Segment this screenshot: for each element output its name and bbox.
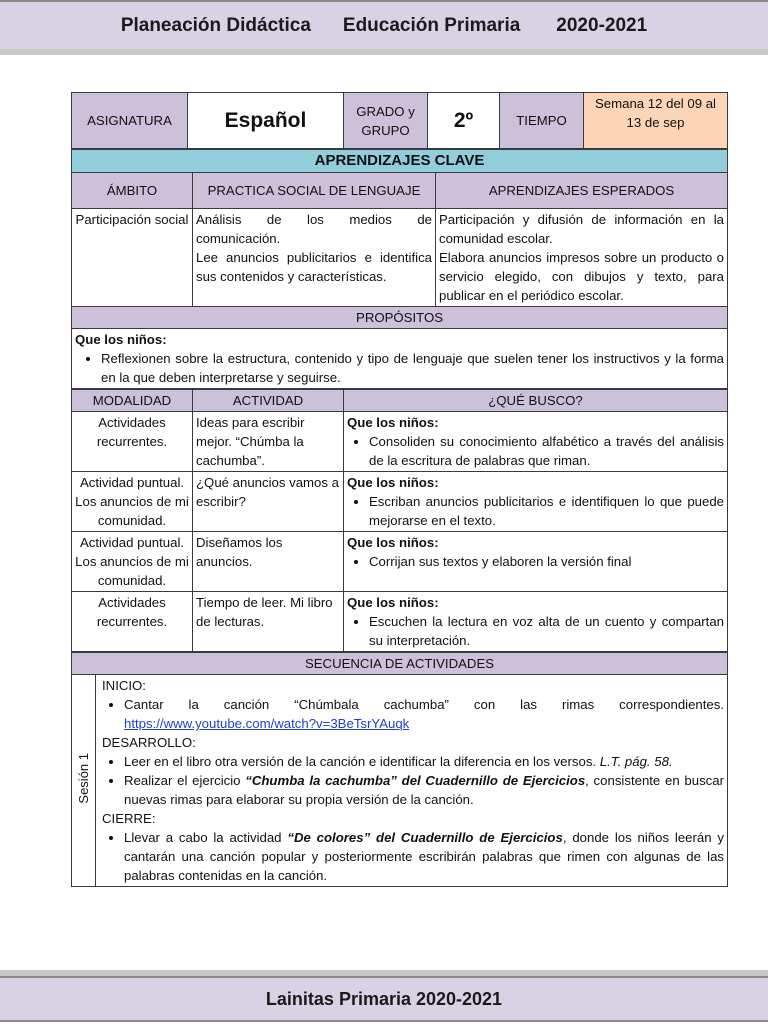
header-level: Educación Primaria bbox=[342, 14, 521, 36]
practica-label: PRACTICA SOCIAL DE LENGUAJE bbox=[193, 173, 436, 209]
sequence-table bbox=[71, 652, 728, 887]
activity-intro: Que los niños: bbox=[347, 475, 439, 490]
cierre-post: , donde los niños leerán y cantarán una canción popular y posteriormente escribirán palabras que rimen con algunas de las palabras contenidas en la canción. bbox=[124, 830, 725, 883]
activity-row bbox=[72, 472, 728, 532]
activity-name: Ideas para escribir mejor. “Chúmba la cachumba”. bbox=[193, 412, 344, 472]
activity-busco-item: • Consoliden su conocimiento alfabético a través del análisis de la escritura de palabras que riman. bbox=[369, 432, 724, 470]
header-shadow bbox=[0, 49, 768, 55]
desarrollo-item1-text: Leer en el libro otra versión de la canción e identificar la diferencia en los versos. bbox=[124, 754, 597, 769]
aprendizajes-line-1: Participación y difusión de información en la comunidad escolar. bbox=[439, 212, 725, 246]
inicio-label: INICIO: bbox=[102, 678, 146, 693]
desarrollo-item bbox=[124, 771, 724, 809]
header-year: 2020-2021 bbox=[556, 14, 648, 36]
desarrollo-item2-title: “Chumba la cachumba” del Cuadernillo de Ejercicios bbox=[245, 773, 586, 788]
subject-value: Español bbox=[188, 93, 344, 149]
lesson-plan bbox=[71, 92, 727, 887]
cierre-item bbox=[124, 828, 724, 885]
info-table bbox=[71, 92, 728, 149]
purposes-body bbox=[72, 329, 728, 389]
footer-text: Lainitas Primaria 2020-2021 bbox=[265, 988, 503, 1009]
inicio-item bbox=[124, 695, 724, 733]
activity-intro: Que los niños: bbox=[347, 595, 439, 610]
youtube-link[interactable]: https://www.youtube.com/watch?v=3BeTsrYAuqk bbox=[124, 716, 410, 731]
time-label: TIEMPO bbox=[500, 93, 584, 149]
activity-name: ¿Qué anuncios vamos a escribir? bbox=[193, 472, 344, 532]
activity-modalidad: Actividades recurrentes. bbox=[72, 412, 193, 472]
activity-busco bbox=[344, 592, 728, 652]
ambito-label: ÁMBITO bbox=[72, 173, 193, 209]
key-learnings-table bbox=[71, 149, 728, 389]
aprendizajes-line-2: Elabora anuncios impresos sobre un producto o servicio elegido, con dibujos y texto, para publicar en el periódico escolar. bbox=[439, 250, 725, 303]
session-cell bbox=[72, 675, 96, 887]
desarrollo-item bbox=[124, 752, 724, 771]
activities-table bbox=[71, 389, 728, 652]
subject-label: ASIGNATURA bbox=[72, 93, 188, 149]
activity-intro: Que los niños: bbox=[347, 415, 439, 430]
grade-value: 2º bbox=[428, 93, 500, 149]
practica-value bbox=[193, 209, 436, 307]
header-band bbox=[0, 0, 768, 51]
inicio-text: Cantar la canción “Chúmbala cachumba” con las rimas correspondientes. bbox=[124, 697, 725, 712]
footer-band bbox=[0, 976, 768, 1022]
activity-modalidad: Actividad puntual. Los anuncios de mi comunidad. bbox=[72, 532, 193, 592]
aprendizajes-label: APRENDIZAJES ESPERADOS bbox=[436, 173, 728, 209]
purposes-intro: Que los niños: bbox=[75, 332, 167, 347]
activity-busco-item: • Escuchen la lectura en voz alta de un cuento y compartan su interpretación. bbox=[369, 612, 724, 650]
cierre-title: “De colores” del Cuadernillo de Ejercicios bbox=[287, 830, 563, 845]
col-busco: ¿QUÉ BUSCO? bbox=[344, 390, 728, 412]
header-title: Planeación Didáctica bbox=[120, 14, 311, 36]
activity-modalidad: Actividad puntual. Los anuncios de mi comunidad. bbox=[72, 472, 193, 532]
session-label: Sesión 1 bbox=[76, 752, 91, 804]
activity-busco-item: • Escriban anuncios publicitarios e identifiquen lo que puede mejorarse en el texto. bbox=[369, 492, 724, 530]
activity-modalidad: Actividades recurrentes. bbox=[72, 592, 193, 652]
desarrollo-item2-post: , consistente en buscar nuevas rimas para elaborar su propia versión de la canción. bbox=[124, 773, 725, 807]
ambito-value: Participación social bbox=[72, 209, 193, 307]
activity-row bbox=[72, 592, 728, 652]
desarrollo-item2-pre: Realizar el ejercicio bbox=[124, 773, 241, 788]
activity-busco bbox=[344, 412, 728, 472]
col-modalidad: MODALIDAD bbox=[72, 390, 193, 412]
desarrollo-item1-ref: L.T. pág. 58. bbox=[599, 754, 673, 769]
sequence-body bbox=[96, 675, 728, 887]
key-learnings-heading: APRENDIZAJES CLAVE bbox=[72, 150, 728, 173]
purposes-heading: PROPÓSITOS bbox=[72, 307, 728, 329]
desarrollo-label: DESARROLLO: bbox=[102, 735, 196, 750]
purposes-item: • Reflexionen sobre la estructura, contenido y tipo de lenguaje que suelen tener los instructivos y la forma en la que deben interpretarse y seguirse. bbox=[101, 349, 724, 387]
activity-intro: Que los niños: bbox=[347, 535, 439, 550]
grade-label: GRADO y GRUPO bbox=[344, 93, 428, 149]
activity-busco bbox=[344, 532, 728, 592]
col-actividad: ACTIVIDAD bbox=[193, 390, 344, 412]
sequence-heading: SECUENCIA DE ACTIVIDADES bbox=[72, 653, 728, 675]
practica-line-2: Lee anuncios publicitarios e identifica sus contenidos y características. bbox=[196, 250, 432, 284]
time-value: Semana 12 del 09 al 13 de sep bbox=[584, 93, 728, 149]
activity-name: Tiempo de leer. Mi libro de lecturas. bbox=[193, 592, 344, 652]
activity-busco bbox=[344, 472, 728, 532]
activity-busco-item: • Corrijan sus textos y elaboren la versión final bbox=[369, 552, 724, 571]
practica-line-1: Análisis de los medios de comunicación. bbox=[196, 212, 432, 246]
activity-row bbox=[72, 412, 728, 472]
cierre-label: CIERRE: bbox=[102, 811, 156, 826]
activity-row bbox=[72, 532, 728, 592]
cierre-pre: Llevar a cabo la actividad bbox=[124, 830, 282, 845]
aprendizajes-value bbox=[436, 209, 728, 307]
activity-name: Diseñamos los anuncios. bbox=[193, 532, 344, 592]
